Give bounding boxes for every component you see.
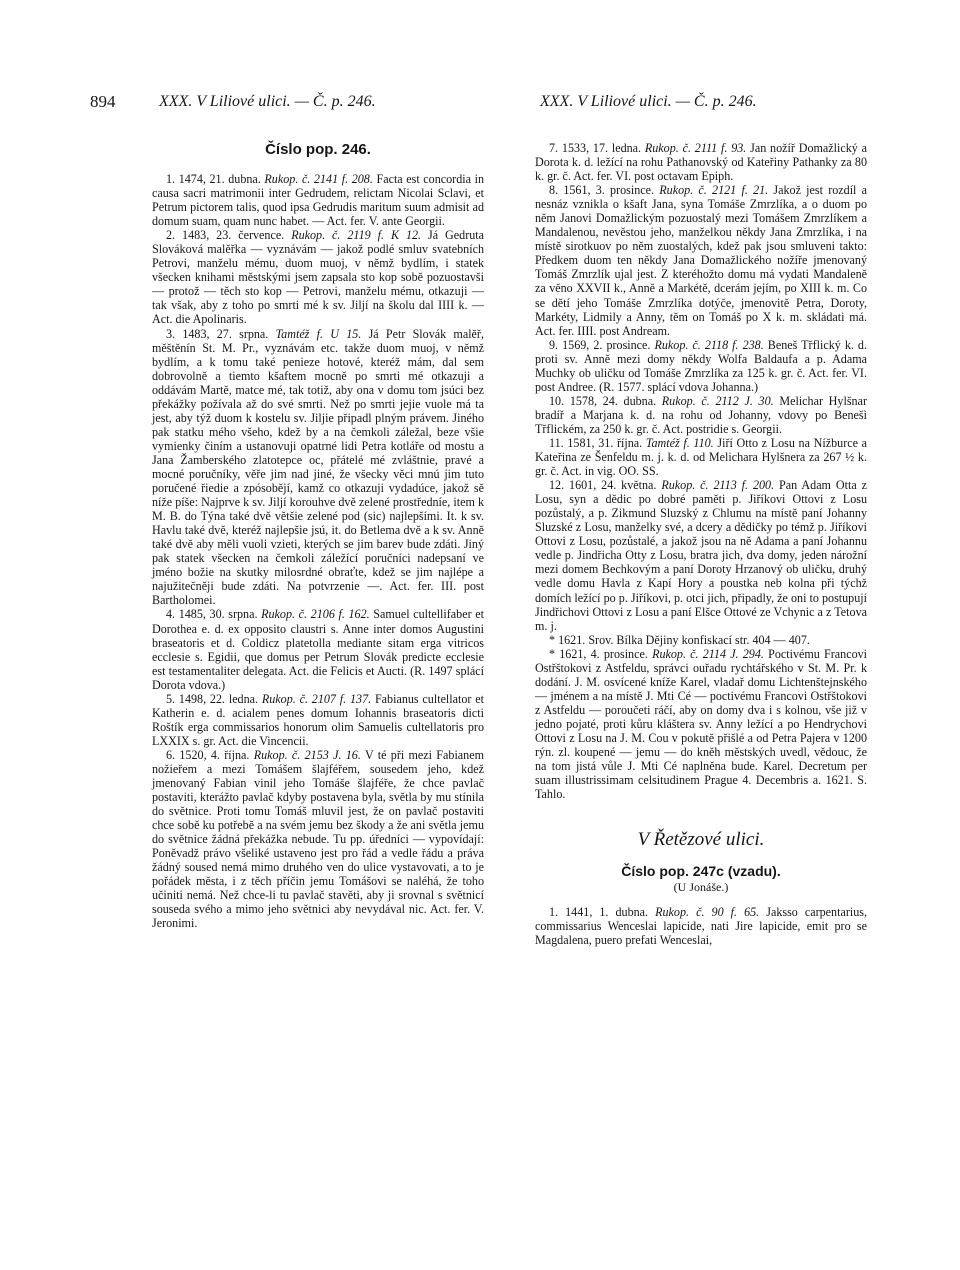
entry	[535, 183, 867, 338]
entry-number: * 1621,	[549, 646, 587, 661]
entry-date: 1498, 22. ledna.	[178, 691, 259, 706]
entry-date: 1441, 1. dubna.	[565, 905, 649, 920]
entry-text: Já Petr Slovák malěř, měštěnín St. M. Pr., vyznávám etc. takže duom muoj, v němž bydlím, a k tomu také penieze hotové, kteréž mám, dal sem dobrovolně a tiemto kšaftem mocně po smrti mé otkazuji a oddávám Martě, matce mé, tak totiž, aby ona v domu tom jsúci bez překážky požívala až do své smrti. Než po smrti jejie vuole má ta jest, aby týž duom k kostelu sv. Jiljie připadl plným právem. Jiného pak statku mého všeho, kdež by a na čemkoli záležal, beze všie vymienky činím a ustanovuji opatrné lidi Petra kotláře od mostu a Jana Žamberského zlatotepce oc, přátelé mé zvláštnie, pravé a mocné poručníky, věře jim nad jiné, že všecky věci mnú jim tuto poručené řiedie a zpósobějí, kamž co otkazuji vydadúce, jakož sě níže píše: Najprve k sv. Jiljí korouhve dvě zelené prostředníe, item k M. B. do Týna také dvě většie zelené pod (sic) najlepšími. It. k sv. Havlu také dvě, kteréž najlepšie jsú, it. do Betlema dvě a k sv. Anně také dvě aby měli vuoli vzieti, kterých se jim barev bude zdáti. Jiný pak statek všecken na čemkoli záležící poručníci nadepsaní ve jméno božie na skutky milosrdné obraťte, kdež se jim najlépe a najužitečněji bude zdáti. Na potvrzenie —. Act. fer. III. post Bartholomei.	[152, 326, 484, 608]
entry-date: 1561, 3. prosince.	[563, 183, 655, 198]
entry-source: Rukop. č. 2114 J. 294.	[652, 646, 764, 661]
entry-number: 10.	[549, 393, 565, 408]
running-title-right: XXX. V Liliové ulici. — Č. p. 246.	[540, 93, 757, 110]
entry-source: Rukop. č. 2112 J. 30.	[661, 393, 774, 408]
entry-text: Facta est concordia in causa sacri matrimonii inter Gedrudem, relictam Nicolai Sclavi, et Petrum pictorem talis, quod ipsa Gedrudis maritum suum admisit ad domum suam, quam nunc habet. — Act. fer. V. ante Georgii.	[152, 172, 484, 229]
entry-date: 1581, 31. října.	[567, 435, 643, 450]
entry	[152, 228, 484, 326]
entry-source: Rukop. č. 2111 f. 93.	[644, 141, 747, 155]
right-entries	[535, 141, 867, 801]
entry-date: 1483, 27. srpna.	[182, 326, 269, 341]
entry	[535, 905, 867, 947]
entry-source: Tamtéž f. U 15.	[275, 326, 362, 341]
entry	[535, 338, 867, 394]
entry-date: 4. prosince.	[590, 646, 648, 661]
entry-date: 1483, 23. července.	[182, 228, 285, 243]
house-subtitle: (U Jonáše.)	[673, 880, 729, 895]
entry-text: Srov. Bílka Dějiny konfiskací str. 404 — 407.	[588, 632, 810, 647]
entry	[535, 478, 867, 633]
entry-source: Rukop. č. 2118 f. 238.	[654, 337, 764, 352]
entry-date: 1533, 17. ledna.	[561, 141, 642, 155]
entry-source: Rukop. č. 2153 J. 16.	[253, 747, 361, 762]
entry-number: 2.	[166, 228, 176, 243]
entry	[535, 633, 867, 647]
entry-text: Jiří Otto z Losu na Nížburce a Kateřina ze Šenfeldu m. j. k. d. od Melichara Hylšnera za 267 ½ k. gr. č. Act. in vig. OO. SS.	[535, 435, 867, 479]
section-title: V Řetězové ulici.	[637, 829, 765, 851]
entry-number: 3.	[166, 326, 176, 341]
entry-source: Tamtéž f. 110.	[645, 435, 714, 450]
entry-text: Jan nožíř Domažlický a Dorota k. d. ležící na rohu Pathanovský od Kateřiny Pathanky za 80 k. gr. č. Act. fer. VI. post octavam Epiph.	[535, 141, 867, 184]
entry-date: 1520, 4. října.	[179, 747, 250, 762]
entry-number: 7.	[549, 141, 559, 155]
entry-source: Rukop. č. 2107 f. 137.	[261, 691, 372, 706]
entry	[152, 172, 484, 228]
entry-date: 1578, 24. dubna.	[569, 393, 657, 408]
entry-date: 1474, 21. dubna.	[178, 172, 261, 186]
entry-number: 1.	[549, 905, 559, 920]
entry-text: Jaksso carpentarius, commissarius Wenceslai lapicide, nati Jire lapicide, emit pro se Magdalena, puero prefati Wenceslai,	[535, 905, 867, 948]
entry-number: 8.	[549, 183, 559, 198]
entry-number: 1.	[166, 172, 176, 186]
entry-text: V té při mezi Fabianem nožieřem a mezi Tomášem šlajféřem, sousedem jeho, kdež jmenovaný Fabian vinil jeho Tomáše šlajféře, že chce pavlač postaviti, kterážto pavlač kdyby postavena byla, světla by mu stínila do světnice. Proti tomu Tomáš mluvil jest, že on pavlač postaviti chce sobě ku potřebě a na svém jemu bez škody a že ani světla jemu do světnice žádná překážka nebude. Tu pp. úředníci — vypovídají: Poněvadž právo všeliké ustaveno jest pro řád a vedle řádu a práva žádný soused nemá mimo druhého ven do ulice vystavovati, a to je pořádek města, i z těch příčin jemu Tomášovi se naléhá, že toho učiniti nemá. Než chce-li tu pavlač stavěti, aby ji srovnal s světnicí souseda svého a mimo jeho světnici aby nevydával nic. Act. fer. V. Jeronimi.	[152, 747, 484, 931]
entry-text: Fabianus cultellator et Katherin e. d. acialem penes domum Iohannis braseatoris dicti Roštík erga commissarios honorum olim Samuelis cultellatoris pro LXXIX s. gr. Act. die Vincencii.	[152, 691, 484, 748]
entry	[535, 647, 867, 802]
entry-number: 4.	[166, 607, 176, 622]
entry-text: Melichar Hylšnar bradíř a Marjana k. d. na rohu od Johanny, vdovy po Benešì Třflickém, za 250 k. gr. č. Act. postridie s. Georgii.	[535, 393, 867, 436]
entry-source: Rukop. č. 2141 f. 208.	[264, 172, 373, 186]
entry-text: Samuel cultellifaber et Dorothea e. d. ex opposito claustri s. Anne inter domos Augustini braseatoris et d. Coldicz platetolla mediante sitam erga vitricos ecclesie s. Egidii, que domus per Petrum Slovák predicte ecclesie est testamentaliter delegata. Act. die Felicis et Aucti. (R. 1497 splácí Dorota vdova.)	[152, 607, 484, 692]
entry-text: Jakož jest rozdíl a nesnáz vznikla o kšaft Jana, syna Tomáše Zmrzlíka, a o duom po něm Janovi Domažlickým pozuostalý mezi Tomášem Zmrzlíkem a Mandalenou, nevěstou jeho, manželkou někdy Jana Zmrzlíka, i na místě sirotkuov po něm zuostalých, kdež pak jsou smluveni takto: Předkem duom ten někdy Jana Domažlického nožíře jmenovaný Tomáš Zmrzlík ujal jest. Z kteréhožto domu má vydati Mandaleně za věno XXVII k., Anně a Markétě, dcerám jejím, po XIII k. m. Co se dětí jeho Tomáše Zmrzlíka dotýče, jmenovitě Petra, Doroty, Markéty, Lidmily a Anny, těm on Tomáš po X k. m. skládati má. Act. fer. IIII. post Andream.	[535, 183, 868, 338]
entry-text: Pan Adam Otta z Losu, syn a dědic po dobré paměti p. Jiříkovi Ottovi z Losu pozůstalý, a p. Zikmund Sluzský z Chlumu na místě paní Johanny Sluzské z Losu, manželky své, a dcery a dědičky po témž p. Jiříkovi Ottovi z Losu, pozůstalé, a jakož jsou na ně Adama a paní Johannu vedle p. Jindřicha Otty z Losu, bratra jich, dva domy, jeden nárožní mezi domem Bechkovým a paní Doroty Hrzanový ob uličku, druhý vedle domu Havla z Kapí Hory a poustka neb kolna při týchž domích ležící po p. Jiříkovi, p. otci jich, připadly, že oni to postupují Jindřichovi Ottovi z Losu a paní Elšce Ottové ze Vchynic a z Tetova m. j.	[535, 478, 867, 633]
entry-source: Rukop. č. 2119 f. K 12.	[291, 228, 422, 243]
entry-source: Rukop. č. 2106 f. 162.	[261, 607, 370, 622]
page-number: 894	[90, 92, 116, 111]
entry	[535, 141, 867, 183]
entry-number: 12.	[549, 478, 565, 493]
house-heading-2: Číslo pop. 247c (vzadu).	[621, 863, 781, 880]
entry	[535, 436, 867, 478]
entry-date: 1485, 30. srpna.	[178, 607, 258, 622]
entry-source: Rukop. č. 2113 f. 200.	[661, 478, 775, 493]
entry	[152, 692, 484, 748]
entry-number: 11.	[549, 435, 564, 450]
entry-source: Rukop. č. 2121 f. 21.	[659, 183, 769, 198]
entry-date: 1569, 2. prosince.	[562, 337, 651, 352]
entry-source: Rukop. č. 90 f. 65.	[655, 905, 760, 920]
entry-number: 5.	[166, 691, 176, 706]
entry	[535, 394, 867, 436]
entry	[152, 327, 484, 608]
running-title-left: XXX. V Liliové ulici. — Č. p. 246.	[159, 93, 376, 110]
right-column	[535, 141, 867, 947]
entry-number: 6.	[166, 747, 176, 762]
running-header	[0, 92, 960, 118]
right-entries-2	[535, 905, 867, 947]
entry-text: Poctivému Francovi Ostřštokovi z Astfeldu, správci ouřadu rychtářského v St. M. Pr. k dodání. J. M. osvícené kníže Karel, vladař domu Lichtenštejnského — jménem a na místě J. Mti Cé — poctivému Francovi Ostřštokovi z Astfeldu — poroučeti ráčí, aby on domy dva i s kolnou, vše již v jedno pojaté, proti kůru kláštera sv. Anny ležící a po Hendrychovi Ottovi z Losu na J. M. Cou v pokutě přišlé a od Petra Pajera v 1200 rýn. zl. koupené — jemu — do kněh městských uvedl, vědouc, že na tom jistá vůle J. Mti Cé naplněna bude. Karel. Decretum per suam illustrissimam celsitudinem Prague 4. Decembris a. 1621. S. Tahlo.	[535, 646, 868, 802]
entry-text: Já Gedruta Slováková malěřka — vyznávám — jakož podlé smluv svatebních Petrovi, manželu mému, duom muoj, v němž bydlím, i statek všecken knihami městskými jsem zapsala sto kop sobě pozuostavši — protož — těch sto kop — Petrovi, manželu mému, otkazuji — tak však, aby z toho po smrti mé k sv. Jiljí na školu dal IIII k. — Act. die Apolinaris.	[152, 228, 484, 327]
entry-text: Beneš Třflický k. d. proti sv. Anně mezi domy někdy Wolfa Baldaufa a p. Adama Muchky ob uličku od Tomáše Zmrzlíka za 125 k. gr. č. Act. fer. VI. post Andree. (R. 1577. splácí vdova Johanna.)	[535, 337, 867, 394]
entry-number: 9.	[549, 337, 559, 352]
entry-number: * 1621.	[549, 632, 586, 647]
entry	[152, 748, 484, 931]
left-column	[152, 141, 484, 931]
entry-date: 1601, 24. května.	[569, 478, 657, 493]
entry	[152, 607, 484, 691]
left-entries	[152, 172, 484, 931]
house-heading: Číslo pop. 246.	[265, 141, 371, 158]
